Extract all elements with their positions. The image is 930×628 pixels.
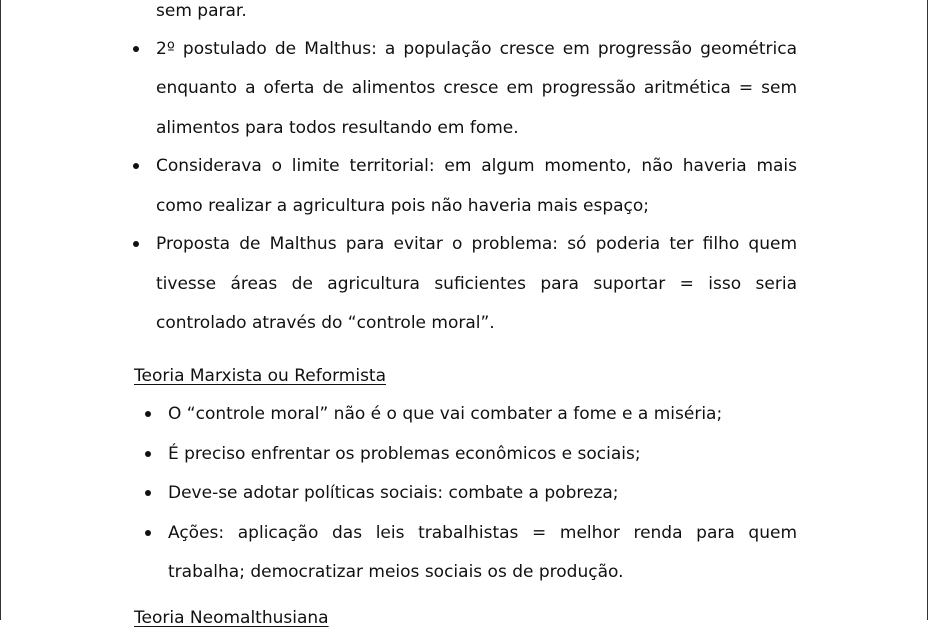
list-item-line: enquanto a oferta de alimentos cresce em progressão aritmética = sem — [156, 78, 797, 98]
section-heading: Teoria Marxista ou Reformista — [134, 366, 387, 386]
bullet-icon — [145, 411, 151, 417]
section-heading: Teoria Neomalthusiana — [134, 608, 329, 628]
list-item-line: Considerava o limite territorial: em algum momento, não haveria mais — [156, 156, 797, 176]
list-item-line: alimentos para todos resultando em fome. — [156, 118, 519, 138]
bullet-icon — [133, 241, 139, 247]
list-item-line: controlado através do “controle moral”. — [156, 313, 495, 333]
bullet-icon — [145, 530, 151, 536]
list-item-line: trabalha; democratizar meios sociais os de produção. — [168, 562, 624, 582]
list-item-line: É preciso enfrentar os problemas econômicos e sociais; — [168, 444, 641, 464]
list-item-line: Proposta de Malthus para evitar o problema: só poderia ter filho quem — [156, 234, 797, 254]
bullet-icon — [133, 163, 139, 169]
bullet-icon — [133, 46, 139, 52]
bullet-icon — [145, 451, 151, 457]
bullet-icon — [145, 490, 151, 496]
list-item-line: 2º postulado de Malthus: a população cresce em progressão geométrica — [156, 39, 797, 59]
continuation-text: sem parar. — [156, 1, 247, 21]
list-item-line: O “controle moral” não é o que vai combater a fome e a miséria; — [168, 404, 723, 424]
list-item-line: tivesse áreas de agricultura suficientes para suportar = isso seria — [156, 274, 797, 294]
list-item-line: como realizar a agricultura pois não haveria mais espaço; — [156, 196, 649, 216]
list-item-line: Deve-se adotar políticas sociais: combate a pobreza; — [168, 483, 619, 503]
list-item-line: Ações: aplicação das leis trabalhistas = melhor renda para quem — [168, 523, 797, 543]
